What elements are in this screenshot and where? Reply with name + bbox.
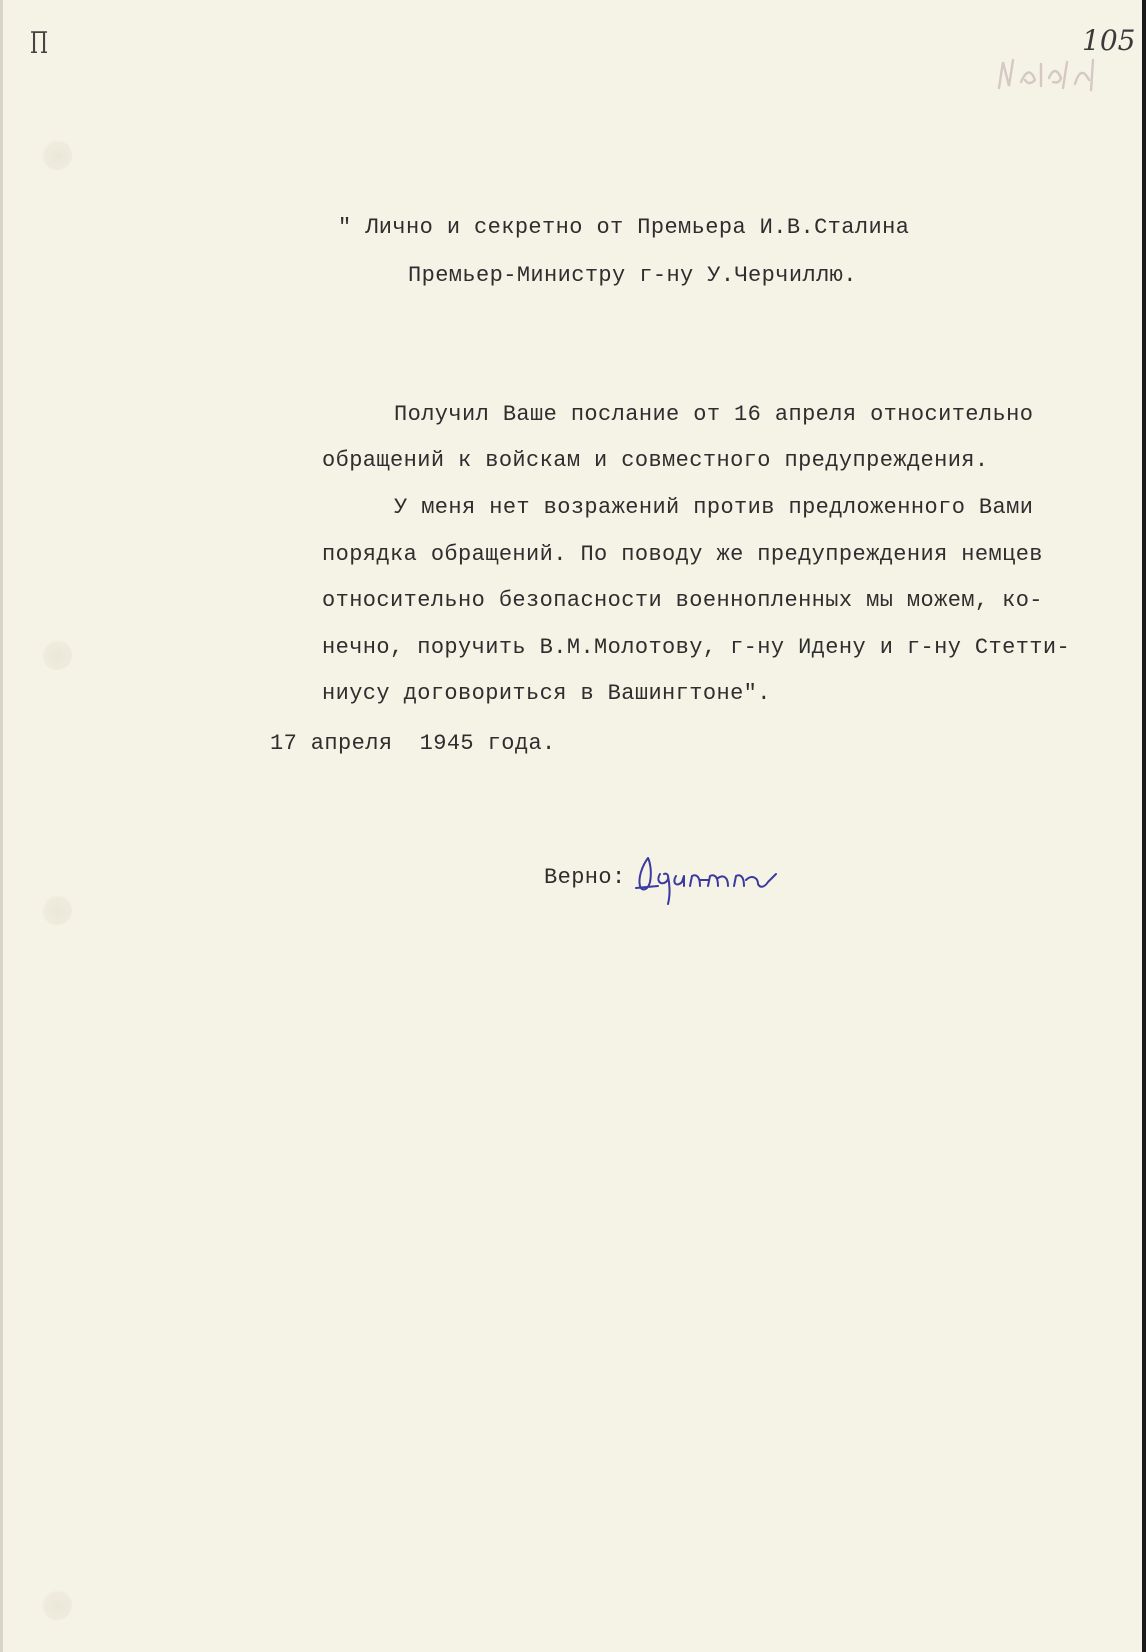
signature	[630, 852, 790, 906]
paragraph-1-line-2: обращений к войскам и совместного предупреждения.	[322, 448, 989, 473]
paragraph-1-line-1: Получил Ваше послание от 16 апреля относительно	[394, 402, 1034, 427]
paragraph-2-line-2: порядка обращений. По поводу же предупреждения немцев	[322, 542, 1043, 567]
archive-stamp-mark	[993, 52, 1101, 98]
corner-mark: П	[29, 26, 49, 61]
folio-number: 105	[1082, 24, 1136, 57]
paragraph-2-line-4: нечно, поручить В.М.Молотову, г-ну Идену и г-ну Стетти-	[322, 635, 1071, 660]
punch-hole	[42, 895, 72, 925]
punch-hole	[42, 640, 72, 670]
certification-label: Верно:	[544, 865, 626, 890]
paragraph-2-line-3: относительно безопасности военнопленных мы можем, ко-	[322, 588, 1043, 613]
paragraph-2-line-5: ниусу договориться в Вашингтоне".	[322, 681, 771, 706]
header-line-1: " Лично и секретно от Премьера И.В.Сталина	[338, 215, 910, 240]
header-line-2: Премьер-Министру г-ну У.Черчиллю.	[408, 263, 857, 288]
punch-hole	[42, 1590, 72, 1620]
scan-border	[1142, 0, 1146, 1652]
paragraph-2-line-1: У меня нет возражений против предложенного Вами	[394, 495, 1034, 520]
document-date: 17 апреля 1945 года.	[270, 731, 556, 756]
punch-hole	[42, 140, 72, 170]
